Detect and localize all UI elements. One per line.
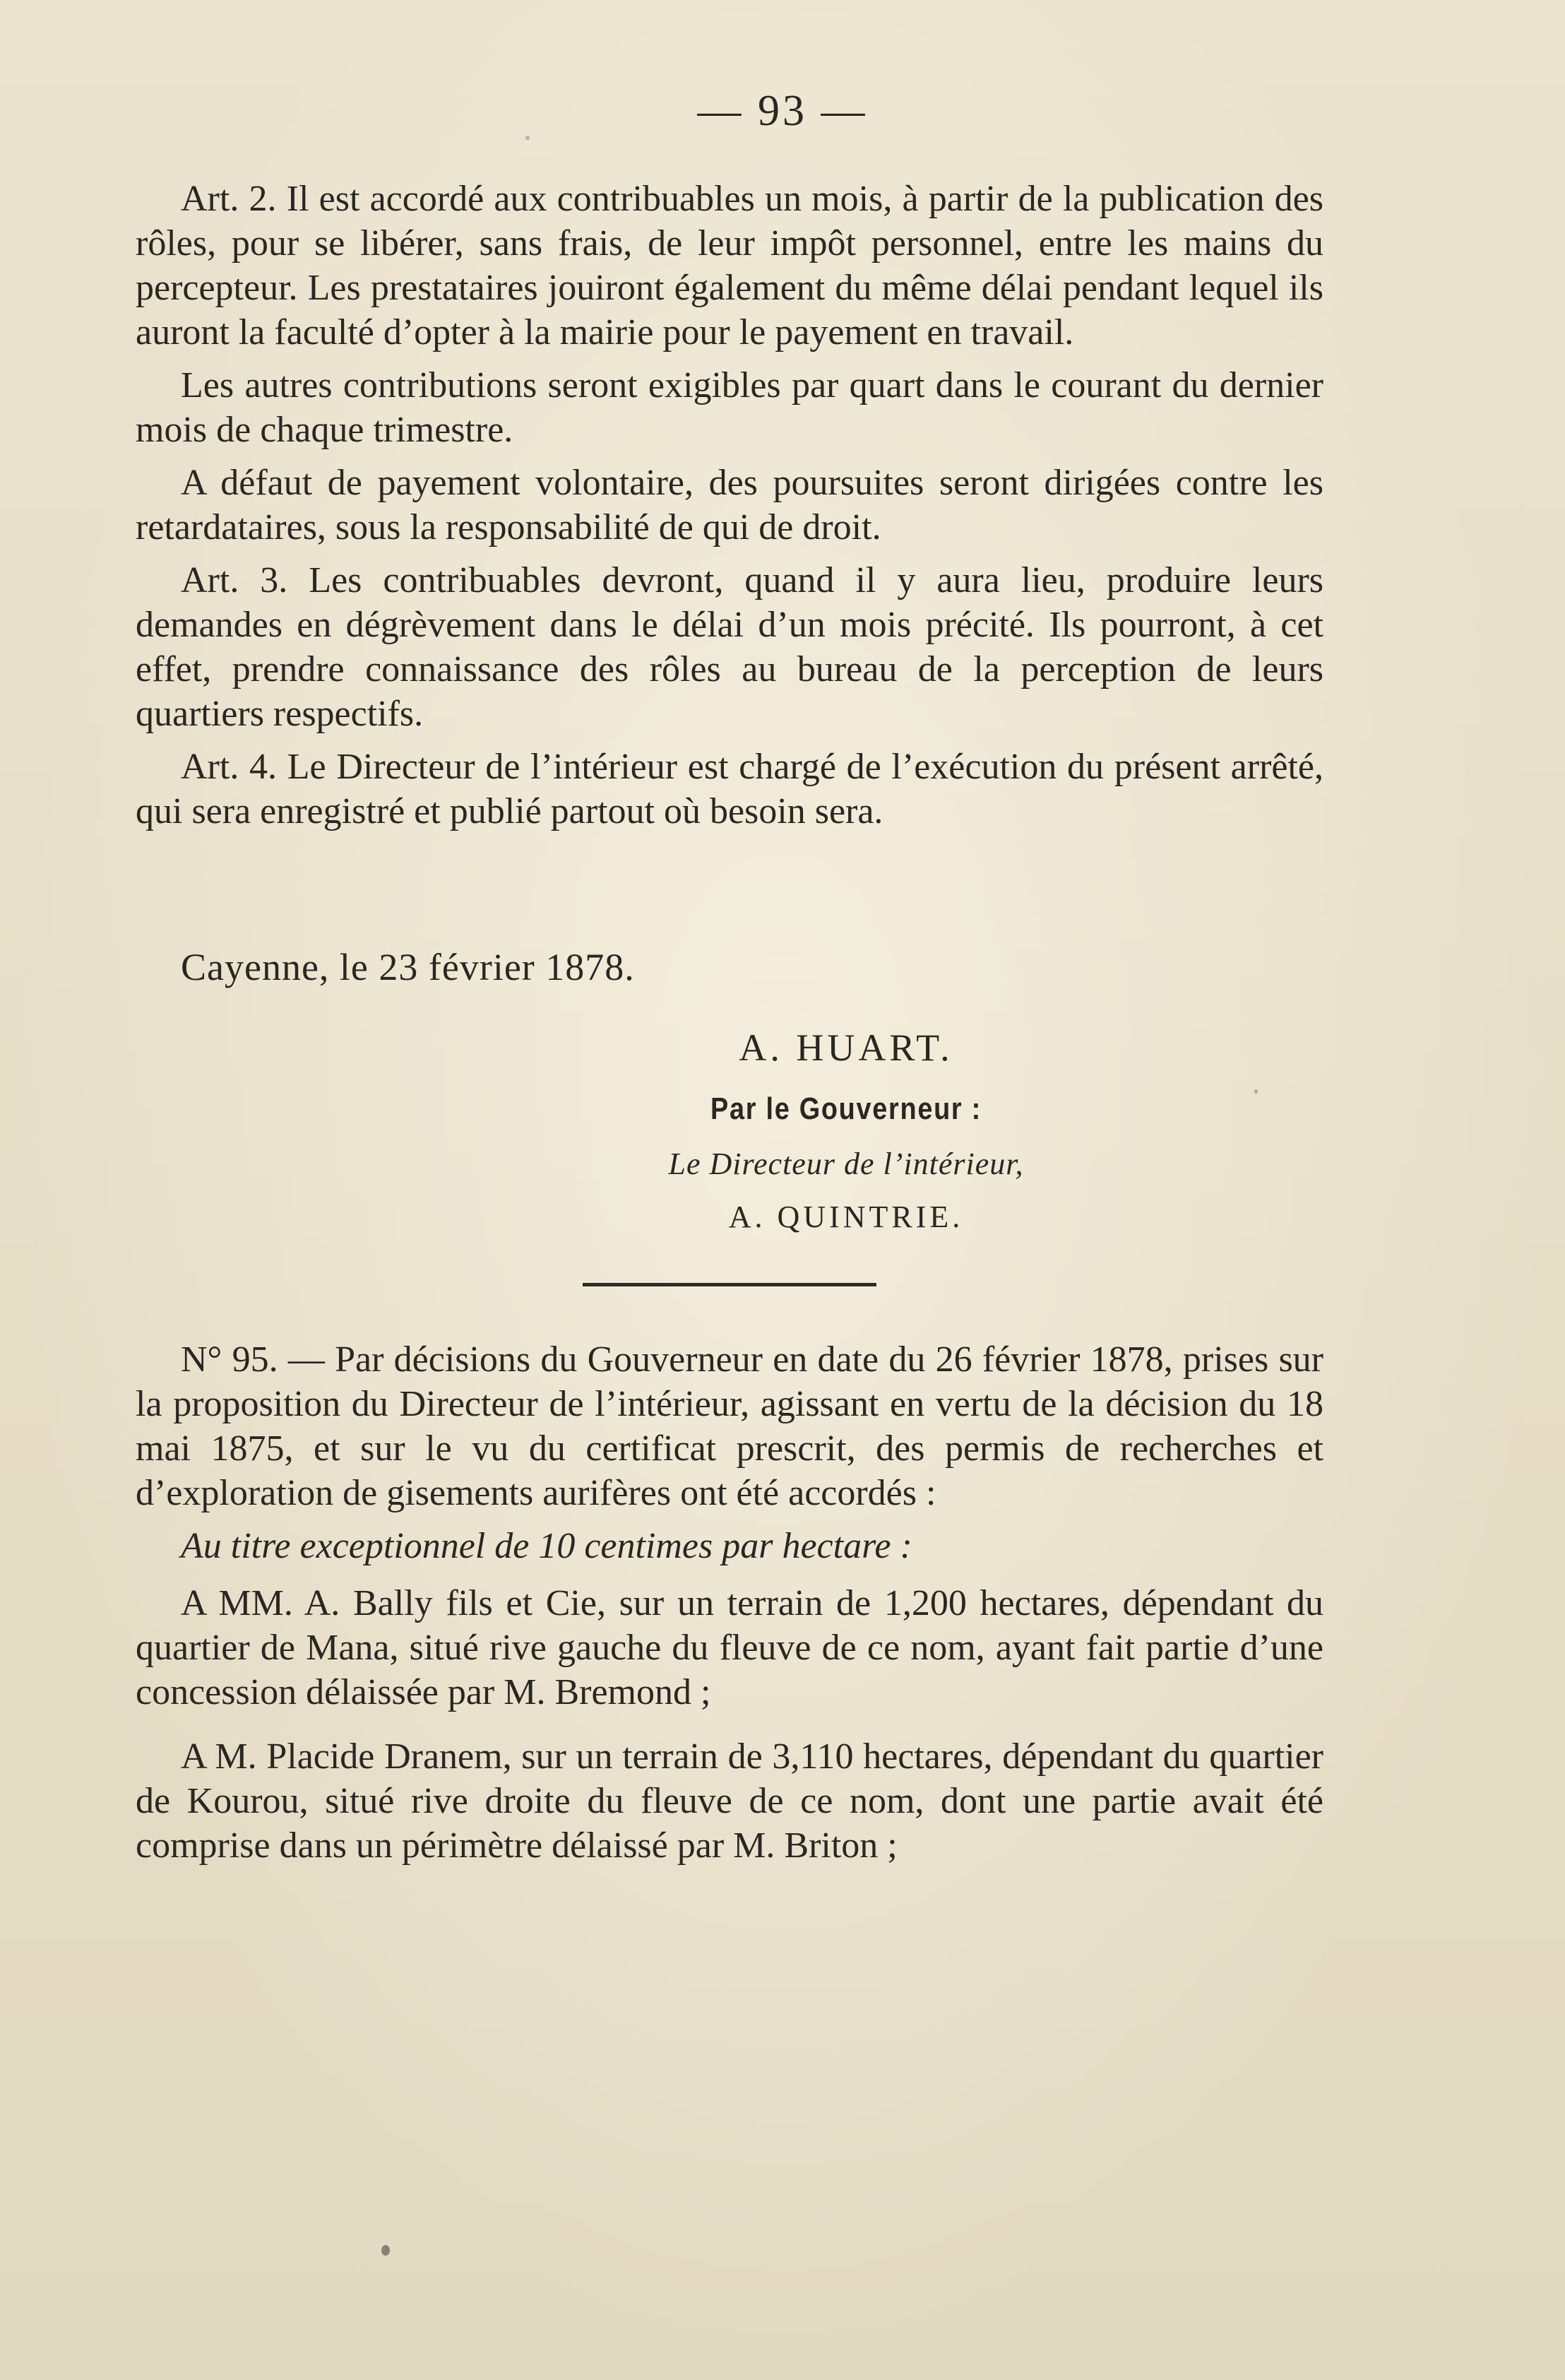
ink-spot: [381, 2245, 390, 2256]
decision-subheading: Au titre exceptionnel de 10 centimes par hectare :: [181, 1526, 912, 1566]
default-payment-paragraph: A défaut de payement volontaire, des poursuites seront dirigées contre les retardataires, sous la responsabilité de qui de droit.: [136, 463, 1323, 547]
signatory-title: Le Directeur de l’intérieur,: [668, 1147, 1024, 1181]
dateline: Cayenne, le 23 février 1878.: [181, 946, 635, 988]
section-divider: [583, 1283, 876, 1286]
signatory-by-line: Par le Gouverneur :: [710, 1091, 982, 1126]
decision-intro: N° 95. — Par décisions du Gouverneur en date du 26 février 1878, prises sur la proposition du Directeur de l’intérieur, agissant en vertu de la décision du 18 mai 1875, et sur le vu du certificat prescrit, des permis de recherches et d’exploration de gisements aurifères ont été accordés :: [136, 1339, 1323, 1513]
article-2-paragraph: Art. 2. Il est accordé aux contribuables un mois, à partir de la publication des rôles, pour se libérer, sans frais, de leur impôt personnel, entre les mains du percepteur. Les prestataires jouiront également du même délai pendant lequel ils auront la faculté d’opter à la mairie pour le payement en travail.: [136, 179, 1323, 353]
article-3-paragraph: Art. 3. Les contribuables devront, quand il y aura lieu, produire leurs demandes en dégrèvement dans le délai d’un mois précité. Ils pourront, à cet effet, prendre connaissance des rôles au bureau de la perception de leurs quartiers respectifs.: [136, 560, 1323, 734]
ink-spot: [525, 136, 530, 140]
permit-item: A MM. A. Bally fils et Cie, sur un terrain de 1,200 hectares, dépendant du quartier de Mana, situé rive gauche du fleuve de ce nom, ayant fait partie d’une concession délaissée par M. Bremond ;: [136, 1583, 1323, 1712]
decision-section: [136, 1337, 1323, 1888]
countersignatory-name: A. QUINTRIE.: [728, 1200, 964, 1234]
permit-item: A M. Placide Dranem, sur un terrain de 3,110 hectares, dépendant du quartier de Kourou, situé rive droite du fleuve de ce nom, dont une partie avait été comprise dans un périmètre délaissé par M. Briton ;: [136, 1736, 1323, 1866]
decree-articles: [136, 177, 1323, 842]
contributions-paragraph: Les autres contributions seront exigibles par quart dans le courant du dernier mois de chaque trimestre.: [136, 365, 1323, 450]
page-number: — 93 —: [697, 87, 868, 135]
signatory-name: A. HUART.: [739, 1026, 953, 1069]
ink-spot: [1254, 1089, 1258, 1094]
article-4-paragraph: Art. 4. Le Directeur de l’intérieur est chargé de l’exécution du présent arrêté, qui sera enregistré et publié partout où besoin sera.: [136, 747, 1323, 831]
